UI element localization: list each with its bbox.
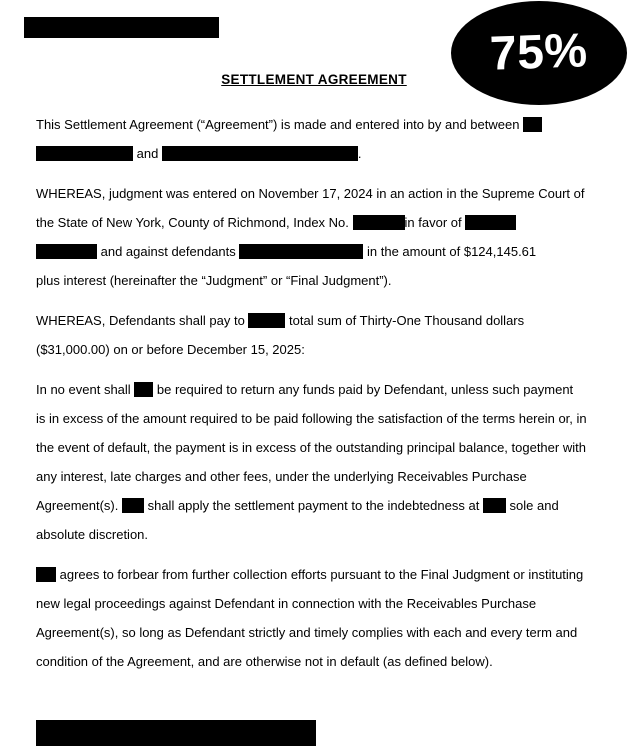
redaction xyxy=(122,498,144,513)
text-segment: ($31,000.00) on or before December 15, 2025: xyxy=(36,342,305,357)
text-segment: any interest, late charges and other fees, under the underlying Receivables Purchase xyxy=(36,469,527,484)
text-line xyxy=(36,110,611,139)
text-line xyxy=(36,462,611,491)
redaction xyxy=(523,117,542,132)
redaction-bar-top xyxy=(24,17,219,38)
text-line xyxy=(36,404,611,433)
redaction xyxy=(36,567,56,582)
text-segment: total sum of Thirty-One Thousand dollars xyxy=(285,313,525,328)
text-line xyxy=(36,491,611,520)
redaction-bar-bottom xyxy=(36,720,316,746)
text-segment: the State of New York, County of Richmond, Index No. xyxy=(36,215,353,230)
text-line xyxy=(36,375,611,404)
zoom-badge xyxy=(451,1,627,105)
text-segment: in the amount of $124,145.61 xyxy=(363,244,537,259)
text-segment: in favor of xyxy=(404,215,466,230)
text-segment: agrees to forbear from further collection efforts pursuant to the Final Judgment or instituting xyxy=(56,567,584,582)
zoom-badge-label: 75% xyxy=(489,24,589,81)
text-line xyxy=(36,208,611,237)
text-line xyxy=(36,139,611,168)
paragraph xyxy=(36,110,611,168)
text-line xyxy=(36,237,611,266)
text-line xyxy=(36,560,611,589)
text-segment: be required to return any funds paid by Defendant, unless such payment xyxy=(153,382,574,397)
redaction xyxy=(483,498,506,513)
text-segment: sole and xyxy=(505,498,559,513)
redaction xyxy=(36,146,133,161)
page-title: SETTLEMENT AGREEMENT xyxy=(221,72,407,87)
redaction xyxy=(162,146,358,161)
text-segment: and against defendants xyxy=(97,244,240,259)
text-line xyxy=(36,335,611,364)
redaction xyxy=(353,215,405,230)
text-segment: condition of the Agreement, and are otherwise not in default (as defined below). xyxy=(36,654,493,669)
text-segment: plus interest (hereinafter the “Judgment” or “Final Judgment”). xyxy=(36,273,392,288)
text-segment: and xyxy=(133,146,162,161)
text-segment: absolute discretion. xyxy=(36,527,149,542)
text-segment: the event of default, the payment is in excess of the outstanding principal balance, together with xyxy=(36,440,586,455)
document-body xyxy=(36,110,611,687)
text-line xyxy=(36,266,611,295)
text-line xyxy=(36,306,611,335)
text-segment: In no event shall xyxy=(36,382,135,397)
text-segment: Agreement(s), so long as Defendant strictly and timely complies with each and every term and xyxy=(36,625,578,640)
text-segment: WHEREAS, Defendants shall pay to xyxy=(36,313,249,328)
text-line xyxy=(36,589,611,618)
redaction xyxy=(248,313,285,328)
text-segment: . xyxy=(357,146,362,161)
text-line xyxy=(36,433,611,462)
text-segment: Agreement(s). xyxy=(36,498,122,513)
redaction xyxy=(134,382,153,397)
redaction xyxy=(239,244,363,259)
text-segment: WHEREAS, judgment was entered on November 17, 2024 in an action in the Supreme Court of xyxy=(36,186,585,201)
paragraph xyxy=(36,306,611,364)
text-segment: is in excess of the amount required to be paid following the satisfaction of the terms herein or, in xyxy=(36,411,587,426)
text-line xyxy=(36,179,611,208)
text-line xyxy=(36,520,611,549)
text-segment: shall apply the settlement payment to the indebtedness at xyxy=(143,498,483,513)
paragraph xyxy=(36,375,611,549)
text-segment: This Settlement Agreement (“Agreement”) is made and entered into by and between xyxy=(36,117,524,132)
paragraph xyxy=(36,560,611,676)
redaction xyxy=(465,215,516,230)
text-line xyxy=(36,647,611,676)
paragraph xyxy=(36,179,611,295)
text-line xyxy=(36,618,611,647)
redaction xyxy=(36,244,97,259)
text-segment: new legal proceedings against Defendant in connection with the Receivables Purchase xyxy=(36,596,537,611)
